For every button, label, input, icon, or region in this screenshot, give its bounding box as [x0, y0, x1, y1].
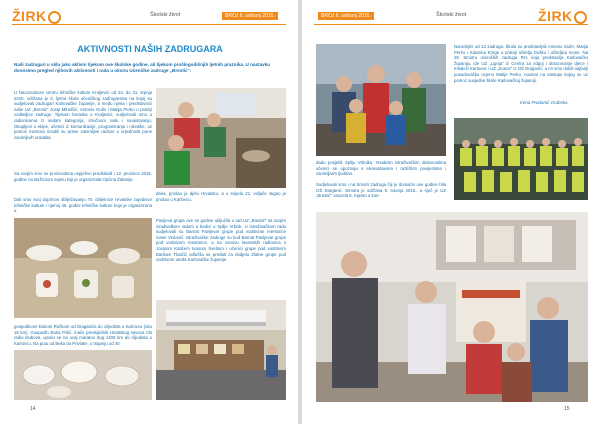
photo-green-shirts-art — [454, 118, 588, 200]
body-text-col2b: Pavljeva grupa ove se godine uključila u rad UZ „Brestić" sa svojim izradivalkom radom u bedici u Spilje Vrbnik. U istraživačkom radu sudjelovali su Barnat Pavljevar grupe pod vodstvom mentorice Ivane Vedović. Istraživačke zadruge su kod Barnat Pavljevar grupe pod vodstvom mentorice, a na osnovu lavenskih radionica s Josipom Katićem Ivanom Svetlom i učenici grupe pod vodstvom Barbare Tkalčić odlučila se predati za dodjelu Zlatne grupe pod vodstvom ureda Karlovačke županije. — [156, 218, 286, 263]
body-text-right-col1top: Narodnjini od 13 zadruga. Školu su predstavljali Antonio Gulin, Matija Perko i Katarina Krege u pratnji učitelja Dušku i učiteljicu Ivone. Na 28. Smotru učeničkih zadruga RH, koja predstavlja Karlovačku županiju, ide UZ „Lignja" iz Centra za odgoj i obrazovanje djece i mladeži Karlovac i UZ „Sunce" iz OŠ Draganić, a mi smo dobili najbolji posudovačku ocjenu Matije Perko, novinar na nastupu kojeg se uz pomoć susjedne škole Karlovačkoj županiji. — [454, 44, 588, 83]
section-label-right: Školski život — [436, 12, 467, 18]
body-text-col1b: Sa svojim smo se proizvodima uspješno predstavili i 12. prosinca 2015. godine na Božićnom sajmu koji je organizirala Općina Žakanje. — [14, 171, 152, 182]
photo-student-group-art — [316, 44, 446, 156]
page-number-right: 15 — [564, 406, 570, 412]
magazine-logo: ŽIRK — [12, 8, 61, 24]
header-rule-right — [314, 24, 588, 25]
article-title: AKTIVNOSTI NAŠIH ZADRUGARA — [77, 44, 223, 54]
photo-exhibition-people — [316, 212, 588, 402]
body-text-col1d: gospodinom Đukom Ročkom od Draganića do ciljedista u Karlovcu (oko 15 km). Gospodin Đuka Polić, inače predsjednik Hrvatskog saveza CB radio klubova, uputio se na ovaj maraton dug 1400 km do ciljedista u Karlovcu. Na putu od Beka do Privlake, u trajanju od 40 — [14, 324, 152, 346]
photo-exhibition-people-art — [316, 212, 588, 402]
article-lead: Naši zadrugari u sklu jako aktivni tijekom ove školske godine, ali tijekom prošlogodišnjih ljetnih praznika. U nastavku donosimo pregled njihovih aktivnosti i rada u okviru Učeničke zadruge „Brestić". — [14, 62, 271, 74]
photo-children-pottery — [156, 88, 286, 188]
body-text-col1a: U Nacionalnom centru tehničke kulture Kraljevici od 24. do 31. srpnja 2015. održana je 3. ljetna škola učeničkog zadrugarstva na kojoj su sudjelovali zadrugari Karlovačke županije, a među njima i predstavnici naše UZ „Brestić" Josip Mihelčić, Antonio Gulin i Matija Perko u pratnji voditeljice zadruge. Tijekom boravka u Kraljevici, sudjelovali smo u radionicama iz sedam kategorija, stručnom radu i savjetovanju. Okupljeni u ekipe, učenici iz komunikacije, programiranja i robotike, uz pomoć mentora izradili su prave zanimljive radove u vrijednosti pune zanimljivih uradaka. — [14, 90, 152, 140]
right-page — [302, 0, 600, 424]
photo-ceramic-bowls-art — [14, 350, 152, 400]
body-text-col2a: dana, prošao je djelu Hrvatsku, a u srijedu 21. veljače stigao je prošao u Karlovcu. — [156, 191, 286, 202]
photo-children-pottery-art — [156, 88, 286, 188]
author-signature: Irena Prodanić Orabska — [520, 100, 568, 105]
photo-market-stall-art — [156, 300, 286, 400]
photo-ceramic-items — [14, 218, 152, 318]
photo-ceramic-bowls — [14, 350, 152, 400]
issue-label-right: BROJ 6. svibanj 2016. — [318, 12, 374, 20]
body-text-right-col1mid: dadu posjetili Spilju Vrbniku. Ovakvim istraživačkim aktivnostima učenici se upoznaju s ekosustavima i različitim povijestima i zanimljivim ljudima. — [316, 160, 446, 177]
logo-circle-icon — [574, 11, 587, 24]
body-text-right-col2mid: Sudjelovali smo i na Smotri zadruga čiji je domaćin ove godine bila OŠ Draganić. Smotra je održana 8. travnja 2016., a riječ je UZ „Brestić" zauzela 5. mjesto u kon- — [316, 182, 446, 199]
left-page — [0, 0, 298, 424]
magazine-logo-right: ŽIRK — [538, 8, 587, 24]
photo-student-group — [316, 44, 446, 156]
header-rule — [12, 24, 286, 25]
photo-green-shirts — [454, 118, 588, 200]
photo-market-stall — [156, 300, 286, 400]
section-label: Školski život — [150, 12, 181, 18]
photo-ceramic-items-art — [14, 218, 152, 318]
body-text-col1c: Dali smo svoj doprinos obilježavanju 70. obljetnice Hrvatske zajednice tehničke kulture i njenoj 45. godini tehničke kulture koja je organizirana u — [14, 197, 152, 214]
page-number-left: 14 — [30, 406, 36, 412]
issue-label: BROJ 6. svibanj 2016. — [222, 12, 278, 20]
logo-circle-icon — [48, 11, 61, 24]
